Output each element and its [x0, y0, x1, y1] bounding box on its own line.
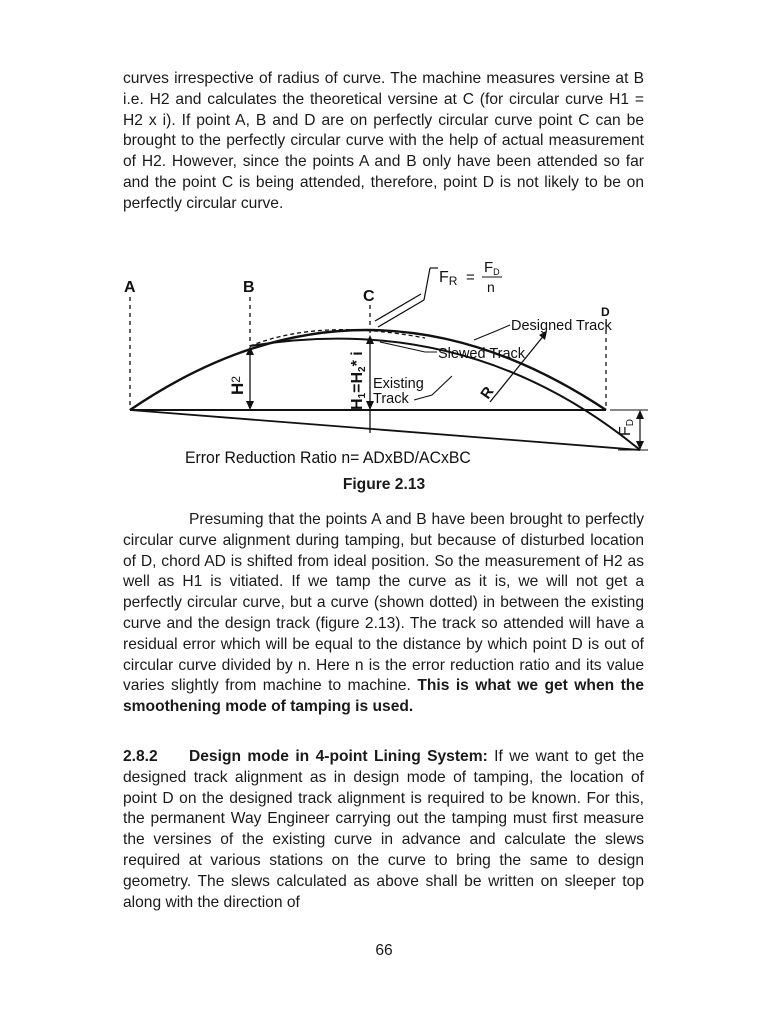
paragraph-presuming-bold: This is what we get when the smoothening mode of tamping is used.: [123, 677, 644, 716]
formula-lhs-sub: R: [448, 274, 458, 288]
label-b: B: [243, 279, 255, 296]
chord-a-to-existing: [130, 410, 640, 450]
h1-label: H: [349, 398, 366, 410]
h1-tail: * i: [349, 351, 366, 367]
figure-2-13-diagram: [110, 250, 670, 470]
h1-sub: 1: [357, 392, 368, 399]
paragraph-intro: curves irrespective of radius of curve. The machine measures versine at B i.e. H2 and calculates the theoretical versine at C (for circular curve H1 = H2 x i). If point A, B and D are on perfectly circular curve point C can be brought to the perfectly circular curve with the help of actual measurement of H2. However, since the points A and B only have been attended so far and the point C is being attended, therefore, point D is not likely to be on perfectly circular curve.: [123, 70, 644, 212]
error-reduction-ratio: Error Reduction Ratio n= ADxBD/ACxBC: [185, 448, 471, 468]
page-number: 66: [375, 942, 393, 959]
formula-numerator: F: [484, 259, 494, 276]
h2-label: H: [228, 382, 247, 395]
paragraph-presuming-text: Presuming that the points A and B have been brought to perfectly circular curve alignment during tamping, but because of disturbed location of D, chord AD is shifted from ideal position. So the measurement of H2 as well as H1 is vitiated. If we tamp the curve as it is, we will not get a perfectly circular curve, but a curve (shown dotted) in between the existing curve and the design track (figure 2.13). The track so attended will have a residual error which will be equal to the distance by which point D is out of circular curve divided by n. Here n is the error reduction ratio and its value varies slightly from machine to machine.: [123, 511, 644, 695]
svg-text:H1=H2* i: [349, 351, 368, 410]
label-a: A: [124, 279, 136, 296]
section-2-8-2: [123, 747, 644, 913]
designed-track-label: Designed Track: [511, 318, 612, 334]
svg-text:FD: [484, 259, 500, 277]
formula-equals: =: [466, 269, 475, 286]
fd-sub: D: [625, 418, 636, 427]
radius-label: R: [477, 383, 498, 403]
existing-track-label-1: Existing: [373, 376, 424, 392]
section-title: Design mode in 4-point Lining System:: [189, 748, 488, 765]
h2-sub: 2: [229, 376, 243, 383]
formula-numerator-sub: D: [493, 267, 500, 277]
fd-label: F: [617, 426, 634, 436]
label-d: D: [601, 305, 610, 319]
formula-denominator: n: [487, 279, 495, 295]
section-body: If we want to get the designed track alignment as in design mode of tamping, the location of point D on the designed track alignment is required to be known. For this, the permanent Way Engineer carrying out the tamping must first measure the versines of the existing curve in advance and calculate the slews required at various stations on the curve to bring the same to design geometry. The slews calculated as above shall be written on sleeper top along with the direction of: [123, 748, 645, 911]
paragraph-presuming: [123, 510, 644, 718]
figure-caption: Figure 2.13: [342, 476, 426, 493]
h1-equals: =H: [349, 371, 366, 393]
slewed-track-label: Slewed Track: [438, 346, 526, 362]
existing-track-label-2: Track: [373, 391, 409, 407]
svg-text:H2: [228, 376, 247, 395]
h1-equals-sub: 2: [357, 366, 368, 372]
svg-text:FD: [617, 419, 636, 436]
label-c: C: [363, 288, 375, 305]
formula-lhs: F: [439, 269, 449, 286]
section-number: 2.8.2: [123, 748, 158, 765]
svg-text:FR: [439, 269, 458, 288]
